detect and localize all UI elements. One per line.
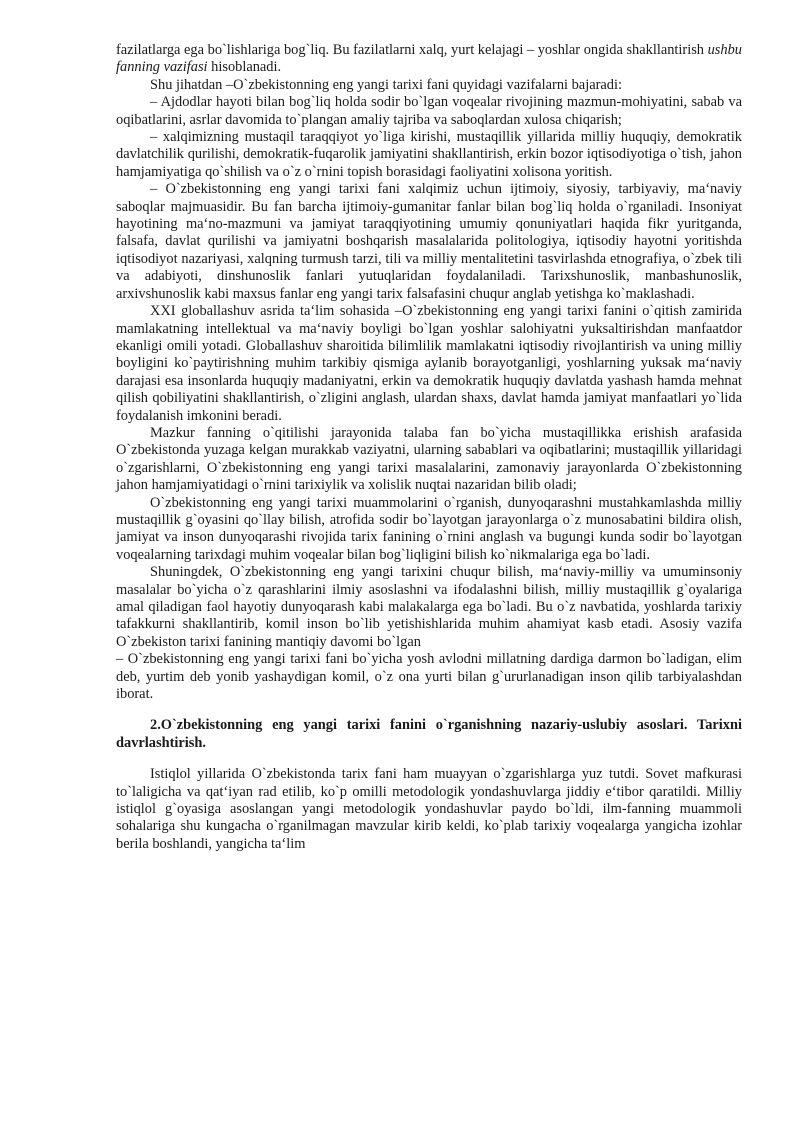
paragraph-4: XXI globallashuv asrida ta‘lim sohasida –O`zbekistonning eng yangi tarixi fanini o`qitish zamirida mamlakatning intellektual va ma‘naviy boyligi bo`lgan yoshlar salohiyatni yuksaltirishdan manfaatdor ekanligi omili yotadi. Globallashuv sharoitida bilimlilik mamlakatni iqtisodiy rivojlantirish va uning milliy boyligini ko`paytirishning muhim tarkibiy qismiga aylanib borayotganligi, yoshlarning yuksak ma‘naviy darajasi esa insonlarda huquqiy madaniyatni, erkin va demokratik huquqiy davlatda yashash hamda mehnat qilish qobiliyatini shakllantirish, o`zligini anglash, ulardan shaxs, davlat hamda jamiyat manfaatlari yo`lida foydalanish imkonini beradi. bbox=[116, 303, 742, 424]
emphasis-text: ushbu fanning vazifasi bbox=[116, 42, 742, 76]
paragraph-3: – O`zbekistonning eng yangi tarixi fani xalqimiz uchun ijtimoiy, siyosiy, tarbiyaviy, ma‘naviy saboqlar majmuasidir. Bu fan barcha ijtimoiy-gumanitar fanlar bilan bog`liq holda o`rganiladi. Insoniyat hayotining ma‘no-mazmuni va jamiyat taraqqiyotining umumiy qonuniyatlari haqida fikr yuritganda, falsafa, davlat qurilishi va jamiyatni boshqarish masalalarida politologiya, iqtisodiy hayotni yoritishda iqtisodiyot nazariyasi, xalqning turmush tarzi, tili va milliy mentalitetini tasvirlashda etnografiya, o`zbek tili va adabiyoti, dinshunoslik fanlari yutuqlaridan foydalaniladi. Tarixshunoslik, manbashunoslik, arxivshunoslik kabi maxsus fanlar eng yangi tarix falsafasini chuqur anglab yetishga ko`maklashadi. bbox=[116, 181, 742, 302]
paragraph-1: fazilatlarga ega bo`lishlariga bog`liq. Bu fazilatlarni xalq, yurt kelajagi – yoshlar ongida shakllantirish ushbu fanning vazifasi hisoblanadi. bbox=[116, 42, 742, 76]
paragraph-8: – O`zbekistonning eng yangi tarixi fani bo`yicha yosh avlodni millatning dardiga darmon bo`ladigan, elim deb, yurtim deb yonib yashaydigan komil, o`z ona yurti bilan g`ururlanadigan inson qilib tarbiyalashdan iborat. bbox=[116, 651, 742, 703]
section-heading: 2.O`zbekistonning eng yangi tarixi fanini o`rganishning nazariy-uslubiy asoslari. Tarixni davrlashtirish. bbox=[116, 717, 742, 751]
paragraph-7: Shuningdek, O`zbekistonning eng yangi tarixini chuqur bilish, ma‘naviy-milliy va umuminsoniy masalalar bo`yicha o`z qarashlarini ilmiy asoslashni va ifodalashni bilish, milliy mustaqillik g`oyalariga amal qiladigan faol hayotiy dunyoqarash kabi malakalarga ega bo`ladi. Bu o`z navbatida, yoshlarda tarixiy tafakkurni shakllantirib, komil inson bo`lib yetishishlarida muhim ahamiyat kasb etadi. Asosiy vazifa O`zbekiston tarixi fanining mantiqiy davomi bo`lgan bbox=[116, 564, 742, 650]
paragraph-5: Mazkur fanning o`qitilishi jarayonida talaba fan bo`yicha mustaqillikka erishish arafasida O`zbekistonda yuzaga kelgan murakkab vaziyatni, ularning sabablari va oqibatlarini; mustaqillik yillaridagi o`zgarishlarni, O`zbekistonning eng yangi tarixi masalalarini, zamonaviy jarayonlarda O`zbekistonning jahon hamjamiyatidagi o`rnini tarixiylik va xolislik nuqtai nazaridan bilib oladi; bbox=[116, 424, 742, 494]
paragraph-9: Istiqlol yillarida O`zbekistonda tarix fani ham muayyan o`zgarishlarga yuz tutdi. Sovet mafkurasi to`laligicha va qat‘iyan rad etilib, ko`p omilli metodologik yondashuvlarga jiddiy e‘tibor qaratildi. Milliy istiqlol g`oyasiga asoslangan yangi metodologik yondashuvlar paydo bo`ldi, ilm-fanning muammoli sohalariga shu kungacha o`rganilmagan mavzular kirib keldi, ko`plab tarixiy voqealarga yangicha izohlar berila boshlandi, yangicha ta‘lim bbox=[116, 766, 742, 852]
paragraph-2: Shu jihatdan –O`zbekistonning eng yangi tarixi fani quyidagi vazifalarni bajaradi: bbox=[150, 76, 622, 93]
paragraph-6: O`zbekistonning eng yangi tarixi muammolarini o`rganish, dunyoqarashni mustahkamlashda milliy mustaqillik g`oyasini qo`llay bilish, atrofida sodir bo`layotgan jarayonlarga o`z munosabatini bildira olish, jamiyat va inson dunyoqarashi rivojida tarix fanining o`rnini anglash va bugungi kunda sodir bo`layotgan voqealarning tarixdagi muhim voqealar bilan bog`liqligini bilish ko`nikmalariga ega bo`ladi. bbox=[116, 494, 742, 563]
list-item-1: – Ajdodlar hayoti bilan bog`liq holda sodir bo`lgan voqealar rivojining mazmun-mohiyatini, sabab va oqibatlarini, asrlar davomida to`plangan amaliy tajriba va saboqlardan xulosa chiqarish; bbox=[116, 94, 742, 128]
list-item-2: – xalqimizning mustaqil taraqqiyot yo`liga kirishi, mustaqillik yillarida milliy huquqiy, demokratik davlatchilik qurilishi, demokratik-fuqarolik jamiyatini shakllantirish, erkin bozor iqtisodiyotiga o`tish, jahon hamjamiyatiga qo`shilish va o`z o`rnini topish borasidagi faoliyatini xolisona yoritish. bbox=[116, 129, 742, 180]
